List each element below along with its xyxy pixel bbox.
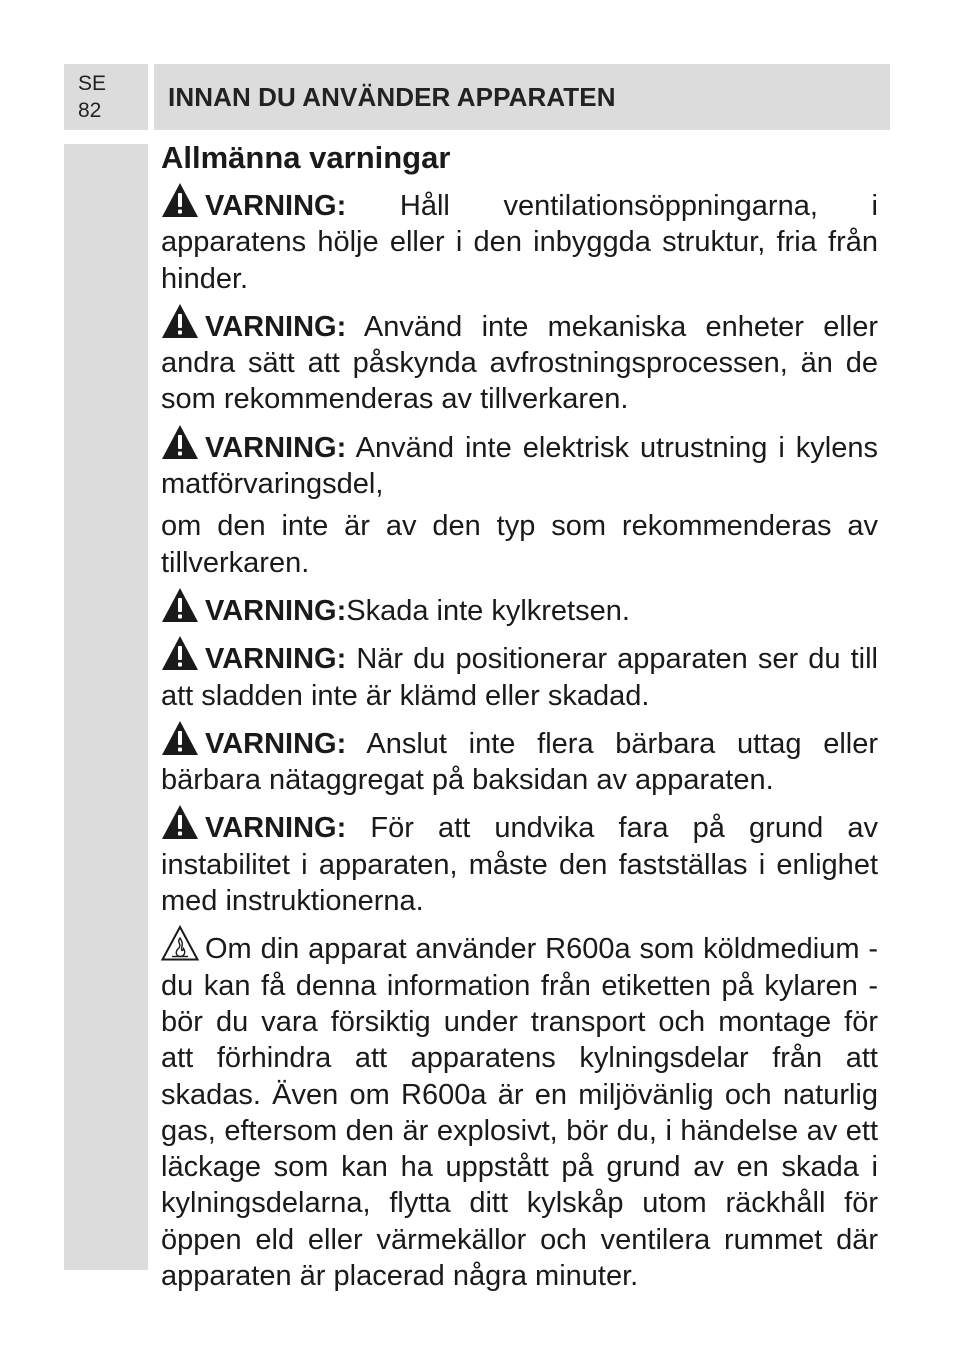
warning-paragraph — [161, 804, 878, 919]
warning-label: VARNING: — [205, 594, 347, 627]
warning-text: Om din apparat använder R600a som köldmedium - du kan få denna information från etiketten på kylaren - bör du vara försiktig under transport och montage för att förhindra att apparatens kylningsdelar från att skadas. Även om R600a är en miljövänlig och naturlig gas, eftersom den är explosivt, bör du, i händelse av ett läckage som kan ha uppstått på grund av en skada i kylningsdelarna, flytta ditt kylskåp utom räckhåll för öppen eld eller värmekällor och ventilera rummet där apparaten är placerad några minuter. — [161, 933, 878, 1293]
warning-triangle-icon — [161, 635, 199, 671]
warning-triangle-icon — [161, 804, 199, 840]
warning-label: VARNING: — [205, 431, 347, 464]
warning-text: Anslut inte flera bärbara uttag eller bärbara nätaggregat på baksidan av apparaten. — [161, 727, 878, 797]
warning-text: När du positionerar apparaten ser du till att sladden inte är klämd eller skadad. — [161, 643, 878, 712]
warning-paragraph — [161, 587, 878, 629]
flammable-warning-icon — [161, 925, 199, 961]
warning-paragraph — [161, 182, 878, 297]
warning-triangle-icon — [161, 587, 199, 623]
page-content — [161, 136, 878, 1300]
warning-triangle-icon — [161, 720, 199, 756]
warning-label: VARNING: — [205, 310, 347, 343]
warning-paragraph — [161, 925, 878, 1294]
warning-triangle-icon — [161, 182, 199, 218]
section-title: Allmänna varningar — [161, 140, 451, 175]
warning-text: Använd inte mekaniska enheter eller andra sätt att påskynda avfrostningsprocessen, än de som rekommenderas av tillverkaren. — [161, 310, 878, 416]
page-number: 82 — [78, 99, 102, 122]
warning-label: VARNING: — [205, 643, 347, 676]
warning-paragraph — [161, 720, 878, 799]
warning-label: VARNING: — [205, 812, 347, 845]
warning-text: För att undvika fara på grund av instabilitet i apparaten, måste den fastställas i enlighet med instruktionerna. — [161, 812, 878, 918]
warning-paragraph — [161, 303, 878, 418]
warning-label: VARNING: — [205, 190, 347, 222]
page-tab — [64, 64, 148, 130]
warning-list — [161, 182, 878, 1294]
warning-label: VARNING: — [205, 727, 347, 760]
warning-text: Skada inte kylkretsen. — [346, 594, 630, 627]
chapter-header — [154, 64, 890, 130]
warning-triangle-icon — [161, 424, 199, 460]
warning-paragraph — [161, 635, 878, 714]
warning-text: om den inte är av den typ som rekommenderas av tillverkaren. — [161, 510, 878, 579]
warning-text: Använd inte elektrisk utrustning i kylens matförvaringsdel, — [161, 431, 878, 501]
side-margin-bar — [64, 144, 148, 1270]
warning-text: Håll ventilationsöppningarna, i apparatens hölje eller i den inbyggda struktur, fria från hinder. — [161, 190, 878, 295]
language-code: SE — [78, 72, 107, 95]
warning-triangle-icon — [161, 303, 199, 339]
warning-paragraph — [161, 424, 878, 503]
warning-paragraph — [161, 508, 878, 581]
chapter-title: INNAN DU ANVÄNDER APPARATEN — [168, 82, 616, 112]
